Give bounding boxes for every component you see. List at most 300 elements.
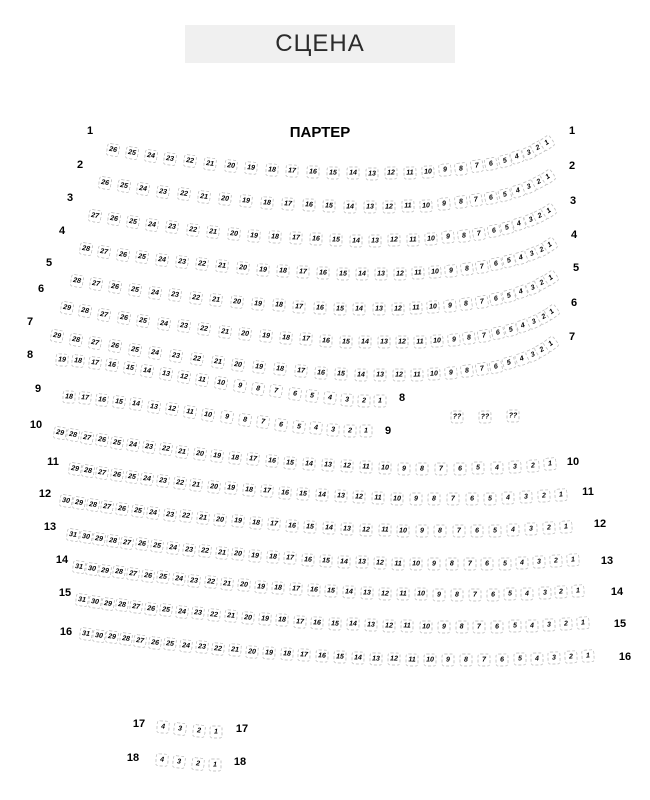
seat[interactable]: 11: [396, 587, 409, 600]
seat[interactable]: 12: [383, 619, 396, 632]
seat[interactable]: 24: [179, 639, 193, 653]
seat[interactable]: 22: [158, 442, 173, 457]
seat[interactable]: 1: [373, 394, 386, 407]
seat[interactable]: 4: [501, 491, 514, 504]
seat[interactable]: 22: [176, 187, 190, 201]
seat[interactable]: 18: [266, 550, 280, 564]
seat[interactable]: 16: [278, 486, 292, 500]
seat[interactable]: 16: [311, 616, 325, 630]
seat[interactable]: 6: [491, 620, 504, 633]
seat[interactable]: 3: [543, 618, 557, 632]
seat[interactable]: 30: [87, 594, 102, 609]
seat[interactable]: 13: [369, 652, 382, 665]
seat[interactable]: 9: [437, 197, 451, 211]
seat[interactable]: 2: [531, 173, 549, 191]
seat[interactable]: 30: [92, 628, 107, 643]
seat[interactable]: 17: [289, 582, 303, 596]
seat[interactable]: 11: [401, 200, 414, 213]
seat[interactable]: 5: [497, 153, 513, 169]
seat[interactable]: 10: [409, 557, 422, 570]
seat[interactable]: 7: [474, 294, 489, 309]
seat[interactable]: 15: [333, 302, 346, 315]
seat[interactable]: 19: [258, 612, 272, 626]
seat[interactable]: 12: [164, 402, 179, 417]
seat[interactable]: 15: [283, 456, 297, 470]
seat[interactable]: 29: [92, 531, 107, 546]
seat[interactable]: 24: [156, 316, 171, 331]
seat[interactable]: 25: [110, 435, 125, 450]
seat[interactable]: 21: [189, 478, 203, 492]
seat[interactable]: 27: [126, 567, 140, 581]
seat[interactable]: 15: [328, 617, 342, 631]
seat[interactable]: 4: [490, 461, 504, 475]
seat[interactable]: 17: [297, 648, 311, 662]
seat[interactable]: 31: [72, 560, 87, 575]
seat[interactable]: 10: [415, 588, 428, 601]
seat[interactable]: 20: [230, 295, 244, 309]
seat[interactable]: 10: [428, 265, 442, 279]
seat[interactable]: 6: [465, 492, 478, 505]
seat[interactable]: 27: [97, 244, 112, 259]
seat[interactable]: 2: [534, 274, 552, 292]
unknown-seat[interactable]: ??: [478, 410, 491, 423]
seat[interactable]: 4: [516, 556, 530, 570]
seat[interactable]: 18: [71, 354, 85, 368]
seat[interactable]: 20: [237, 578, 251, 592]
seat[interactable]: 17: [292, 300, 306, 314]
seat[interactable]: 14: [343, 200, 356, 213]
seat[interactable]: 2: [532, 207, 550, 225]
seat[interactable]: 21: [203, 157, 217, 171]
seat[interactable]: 28: [66, 428, 81, 443]
seat[interactable]: 10: [390, 492, 403, 505]
seat[interactable]: 12: [396, 336, 409, 349]
seat[interactable]: 4: [155, 753, 169, 767]
seat[interactable]: 1: [540, 202, 558, 220]
seat[interactable]: 7: [477, 328, 492, 343]
seat[interactable]: 11: [410, 368, 423, 381]
seat[interactable]: 5: [501, 288, 517, 304]
seat[interactable]: 11: [183, 404, 198, 419]
seat[interactable]: 2: [343, 424, 357, 438]
seat[interactable]: 30: [59, 494, 74, 509]
seat[interactable]: 12: [382, 200, 395, 213]
seat[interactable]: 12: [353, 490, 367, 504]
seat[interactable]: 11: [359, 461, 373, 475]
seat[interactable]: 6: [471, 524, 484, 537]
seat[interactable]: 6: [490, 326, 505, 341]
seat[interactable]: 21: [214, 546, 228, 560]
seat[interactable]: 18: [271, 581, 285, 595]
seat[interactable]: 12: [177, 369, 192, 384]
seat[interactable]: 1: [576, 616, 590, 630]
seat[interactable]: 23: [156, 185, 171, 200]
seat[interactable]: 16: [313, 301, 327, 315]
seat[interactable]: 8: [457, 229, 471, 243]
seat[interactable]: 3: [340, 393, 354, 407]
seat[interactable]: 3: [172, 755, 186, 769]
seat[interactable]: 2: [549, 554, 563, 568]
seat[interactable]: 5: [508, 620, 521, 633]
seat[interactable]: 7: [472, 226, 487, 241]
seat[interactable]: 13: [363, 201, 376, 214]
seat[interactable]: 4: [156, 720, 170, 734]
seat[interactable]: 3: [547, 651, 561, 665]
seat[interactable]: 13: [355, 556, 369, 570]
seat[interactable]: 1: [209, 725, 222, 738]
seat[interactable]: 16: [309, 233, 323, 247]
seat[interactable]: 1: [542, 335, 560, 353]
seat[interactable]: 18: [280, 647, 294, 661]
seat[interactable]: 28: [68, 332, 83, 347]
seat[interactable]: 20: [223, 159, 237, 173]
seat[interactable]: 25: [156, 570, 170, 584]
seat[interactable]: 11: [403, 166, 417, 180]
seat[interactable]: 22: [195, 257, 209, 271]
seat[interactable]: 28: [112, 565, 127, 580]
seat[interactable]: 6: [488, 291, 503, 306]
seat[interactable]: 16: [319, 334, 333, 348]
seat[interactable]: 2: [191, 757, 205, 771]
seat[interactable]: 21: [206, 225, 220, 239]
seat[interactable]: 23: [142, 440, 157, 455]
seat[interactable]: 9: [437, 620, 450, 633]
seat[interactable]: 10: [378, 461, 391, 474]
seat[interactable]: 12: [373, 556, 386, 569]
seat[interactable]: 19: [224, 481, 238, 495]
seat[interactable]: 24: [136, 182, 151, 197]
seat[interactable]: 20: [213, 513, 227, 527]
seat[interactable]: 18: [273, 362, 287, 376]
seat[interactable]: 14: [337, 555, 351, 569]
seat[interactable]: 11: [391, 557, 404, 570]
seat[interactable]: 31: [66, 528, 81, 543]
seat[interactable]: 27: [97, 307, 112, 322]
seat[interactable]: 3: [524, 246, 541, 263]
seat[interactable]: 12: [388, 234, 401, 247]
seat[interactable]: 3: [521, 178, 538, 195]
seat[interactable]: 5: [501, 254, 517, 270]
seat[interactable]: 5: [503, 588, 516, 601]
seat[interactable]: 13: [366, 167, 379, 180]
seat[interactable]: 3: [519, 490, 533, 504]
seat[interactable]: 17: [285, 164, 299, 178]
seat[interactable]: 30: [84, 561, 99, 576]
seat[interactable]: 24: [148, 346, 163, 361]
seat[interactable]: 23: [165, 220, 179, 234]
seat[interactable]: 4: [509, 149, 525, 165]
seat[interactable]: 15: [339, 335, 353, 349]
seat[interactable]: 14: [356, 268, 369, 281]
seat[interactable]: 3: [524, 346, 541, 363]
seat[interactable]: 24: [140, 472, 155, 487]
seat[interactable]: 13: [321, 458, 335, 472]
seat[interactable]: 6: [453, 462, 466, 475]
seat[interactable]: 12: [378, 587, 391, 600]
seat[interactable]: 22: [183, 154, 198, 169]
seat[interactable]: 1: [208, 758, 221, 771]
seat[interactable]: 11: [195, 372, 210, 387]
seat[interactable]: 17: [246, 452, 260, 466]
seat[interactable]: 15: [324, 584, 338, 598]
seat[interactable]: 18: [242, 483, 256, 497]
seat[interactable]: 15: [296, 487, 310, 501]
seat[interactable]: 29: [98, 563, 113, 578]
seat[interactable]: 28: [81, 464, 96, 479]
seat[interactable]: 7: [469, 193, 484, 208]
seat[interactable]: 1: [359, 424, 372, 437]
seat[interactable]: 12: [392, 369, 405, 382]
seat[interactable]: 13: [360, 586, 374, 600]
seat[interactable]: 17: [281, 197, 295, 211]
seat[interactable]: 27: [95, 466, 110, 481]
seat[interactable]: 6: [484, 156, 499, 171]
seat[interactable]: 11: [371, 491, 384, 504]
seat[interactable]: 17: [293, 615, 307, 629]
seat[interactable]: 7: [452, 525, 465, 538]
seat[interactable]: 28: [69, 273, 84, 288]
seat[interactable]: 18: [228, 451, 242, 465]
seat[interactable]: 18: [276, 264, 290, 278]
seat[interactable]: 8: [460, 364, 475, 379]
seat[interactable]: 9: [409, 492, 422, 505]
seat[interactable]: 24: [145, 217, 160, 232]
seat[interactable]: 4: [511, 216, 527, 232]
seat[interactable]: 15: [330, 233, 343, 246]
seat[interactable]: 11: [409, 301, 423, 315]
seat[interactable]: 10: [397, 524, 410, 537]
seat[interactable]: 19: [210, 449, 224, 463]
seat[interactable]: 23: [163, 152, 178, 167]
seat[interactable]: 9: [397, 462, 410, 475]
seat[interactable]: 5: [501, 355, 517, 371]
seat[interactable]: 9: [433, 588, 446, 601]
seat[interactable]: 18: [249, 516, 263, 530]
seat[interactable]: 14: [349, 234, 362, 247]
seat[interactable]: 18: [272, 299, 286, 313]
seat[interactable]: 12: [340, 460, 354, 474]
seat[interactable]: 22: [179, 509, 193, 523]
seat[interactable]: 18: [275, 613, 289, 627]
seat[interactable]: 19: [231, 514, 245, 528]
seat[interactable]: 19: [256, 263, 270, 277]
seat[interactable]: 1: [571, 584, 585, 598]
seat[interactable]: 15: [323, 200, 336, 213]
seat[interactable]: 12: [393, 267, 406, 280]
seat[interactable]: 8: [251, 381, 266, 396]
seat[interactable]: 5: [472, 462, 485, 475]
seat[interactable]: 16: [302, 199, 316, 213]
seat[interactable]: 12: [387, 652, 400, 665]
seat[interactable]: 16: [265, 454, 279, 468]
seat[interactable]: 7: [447, 493, 460, 506]
seat[interactable]: 17: [299, 332, 313, 346]
seat[interactable]: 14: [302, 457, 316, 471]
seat[interactable]: 4: [513, 250, 529, 266]
seat[interactable]: 24: [147, 286, 162, 301]
seat[interactable]: 16: [105, 358, 120, 373]
seat[interactable]: 16: [307, 583, 321, 597]
seat[interactable]: 3: [520, 144, 537, 161]
seat[interactable]: 16: [301, 553, 315, 567]
seat[interactable]: 28: [86, 498, 101, 513]
seat[interactable]: 28: [79, 242, 94, 257]
seat[interactable]: 1: [541, 236, 559, 254]
seat[interactable]: 15: [334, 367, 348, 381]
seat[interactable]: 22: [204, 575, 218, 589]
seat[interactable]: 21: [220, 577, 234, 591]
seat[interactable]: 11: [401, 620, 414, 633]
seat[interactable]: 16: [285, 519, 299, 533]
seat[interactable]: 10: [214, 375, 229, 390]
seat[interactable]: 14: [140, 363, 155, 378]
seat[interactable]: 2: [357, 394, 371, 408]
seat[interactable]: 5: [483, 492, 496, 505]
seat[interactable]: 25: [163, 637, 177, 651]
seat[interactable]: 8: [434, 525, 447, 538]
seat[interactable]: 19: [248, 549, 262, 563]
seat[interactable]: 27: [133, 634, 147, 648]
seat[interactable]: 22: [188, 291, 202, 305]
seat[interactable]: 25: [130, 504, 144, 518]
seat[interactable]: 10: [430, 334, 444, 348]
seat[interactable]: 13: [369, 234, 382, 247]
seat[interactable]: 7: [256, 415, 271, 430]
seat[interactable]: 19: [252, 360, 266, 374]
seat[interactable]: 2: [535, 309, 553, 327]
seat[interactable]: 26: [106, 212, 121, 227]
seat[interactable]: 23: [169, 349, 184, 364]
seat[interactable]: 11: [405, 653, 418, 666]
seat[interactable]: 19: [244, 161, 258, 175]
seat[interactable]: 8: [453, 195, 467, 209]
seat[interactable]: 11: [413, 335, 426, 348]
seat[interactable]: 20: [218, 192, 232, 206]
seat[interactable]: 19: [239, 194, 253, 208]
seat[interactable]: 6: [486, 223, 501, 238]
seat[interactable]: 17: [260, 484, 274, 498]
seat[interactable]: 26: [97, 175, 112, 190]
seat[interactable]: 9: [444, 366, 458, 380]
seat[interactable]: 10: [426, 300, 440, 314]
seat[interactable]: 7: [473, 620, 486, 633]
seat[interactable]: 2: [534, 341, 552, 359]
seat[interactable]: 1: [543, 303, 561, 321]
seat[interactable]: 2: [530, 139, 548, 157]
seat[interactable]: 1: [581, 649, 595, 663]
seat[interactable]: 9: [427, 558, 440, 571]
seat[interactable]: 30: [78, 530, 93, 545]
seat[interactable]: 23: [162, 507, 176, 521]
seat[interactable]: 9: [444, 264, 458, 278]
seat[interactable]: 19: [247, 229, 261, 243]
seat[interactable]: 27: [129, 600, 143, 614]
seat[interactable]: 7: [435, 462, 448, 475]
seat[interactable]: 5: [503, 322, 519, 338]
seat[interactable]: 25: [127, 283, 142, 298]
seat[interactable]: 10: [419, 620, 432, 633]
seat[interactable]: 20: [245, 645, 259, 659]
seat[interactable]: 9: [447, 333, 461, 347]
seat[interactable]: 11: [411, 266, 425, 280]
seat[interactable]: 4: [323, 391, 337, 405]
seat[interactable]: 7: [478, 653, 491, 666]
seat[interactable]: 21: [217, 324, 231, 338]
seat[interactable]: 28: [78, 304, 93, 319]
seat[interactable]: 24: [166, 541, 180, 555]
seat[interactable]: 24: [171, 572, 185, 586]
seat[interactable]: 25: [136, 313, 151, 328]
seat[interactable]: 31: [75, 593, 90, 608]
seat[interactable]: 2: [537, 489, 551, 503]
seat[interactable]: 26: [109, 468, 124, 483]
seat[interactable]: 6: [488, 257, 503, 272]
seat[interactable]: 23: [168, 288, 182, 302]
seat[interactable]: 23: [191, 606, 205, 620]
seat[interactable]: 6: [495, 653, 508, 666]
seat[interactable]: 15: [122, 361, 137, 376]
seat[interactable]: 16: [94, 393, 108, 407]
seat[interactable]: 8: [428, 493, 441, 506]
seat[interactable]: 5: [292, 419, 306, 433]
seat[interactable]: 1: [538, 134, 556, 152]
seat[interactable]: 3: [524, 522, 538, 536]
seat[interactable]: 26: [144, 601, 158, 615]
seat[interactable]: 24: [146, 506, 160, 520]
seat[interactable]: 23: [175, 255, 189, 269]
seat[interactable]: 17: [283, 552, 297, 566]
seat[interactable]: 10: [421, 165, 435, 179]
seat[interactable]: 28: [119, 632, 133, 646]
seat[interactable]: 1: [559, 520, 573, 534]
seat[interactable]: 26: [95, 433, 110, 448]
seat[interactable]: 22: [198, 544, 212, 558]
seat[interactable]: 10: [201, 407, 216, 422]
seat[interactable]: 19: [259, 329, 273, 343]
seat[interactable]: 19: [262, 646, 276, 660]
seat[interactable]: 25: [124, 470, 139, 485]
seat[interactable]: 14: [351, 651, 365, 665]
seat[interactable]: 21: [209, 293, 223, 307]
unknown-seat[interactable]: ??: [507, 410, 520, 423]
seat[interactable]: 12: [359, 523, 373, 537]
seat[interactable]: 8: [462, 331, 477, 346]
seat[interactable]: 16: [317, 266, 330, 279]
seat[interactable]: 5: [513, 653, 526, 666]
seat[interactable]: 7: [475, 259, 490, 274]
seat[interactable]: 6: [484, 190, 499, 205]
seat[interactable]: 12: [385, 167, 398, 180]
seat[interactable]: 8: [445, 558, 458, 571]
seat[interactable]: 4: [530, 652, 543, 665]
seat[interactable]: 1: [539, 168, 557, 186]
seat[interactable]: 13: [373, 369, 386, 382]
seat[interactable]: 22: [185, 222, 199, 236]
seat[interactable]: 17: [88, 356, 102, 370]
seat[interactable]: 7: [474, 362, 489, 377]
seat[interactable]: 1: [542, 269, 560, 287]
seat[interactable]: 7: [469, 159, 484, 174]
seat[interactable]: 26: [116, 310, 131, 325]
seat[interactable]: 22: [197, 322, 212, 337]
seat[interactable]: 13: [158, 366, 173, 381]
seat[interactable]: 25: [150, 539, 164, 553]
seat[interactable]: 14: [358, 335, 371, 348]
seat[interactable]: 18: [265, 163, 279, 177]
seat[interactable]: 7: [463, 558, 476, 571]
seat[interactable]: 17: [78, 391, 92, 405]
seat[interactable]: 29: [49, 328, 64, 343]
